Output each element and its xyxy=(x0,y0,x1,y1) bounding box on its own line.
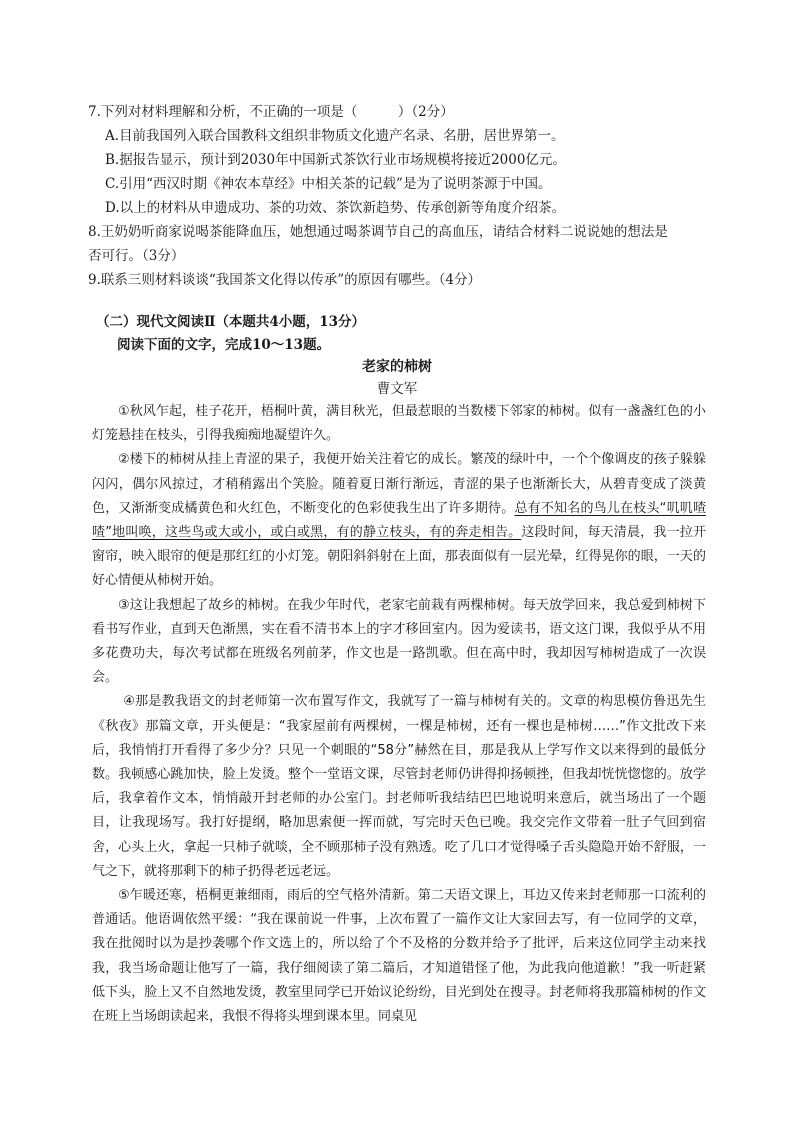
section-instruction: 阅读下面的文字，完成10～13题。 xyxy=(117,337,331,353)
question-7-stem: 7.下列对材料理解和分析，不正确的一项是（ ）（2分） xyxy=(88,104,454,120)
question-7-option-b: B.据报告显示，预计到2030年中国新式茶饮行业市场规模将接近2000亿元。 xyxy=(105,152,566,168)
paragraph-4 xyxy=(92,690,706,884)
paragraph-5 xyxy=(92,884,706,1029)
section-heading: （二）现代文阅读Ⅱ（本题共4小题，13分） xyxy=(96,314,366,330)
paragraph-1-text: ①秋风乍起，桂子花开，梧桐叶黄，满目秋光，但最惹眼的当数楼下邻家的柿树。似有一盏盏红色的小灯笼悬挂在枝头，引得我痴痴地凝望许久。 xyxy=(92,404,706,444)
article-body xyxy=(92,400,706,1029)
question-9: 9.联系三则材料谈谈“我国茶文化得以传承”的原因有哪些。（4分） xyxy=(88,272,482,288)
paragraph-5-text: ⑤乍暖还寒，梧桐更兼细雨，雨后的空气格外清新。第二天语文课上，耳边又传来封老师那一口流利的普通话。他语调依然平缓：“我在课前说一件事，上次布置了一篇作文让大家回去写，有一位同学的文章，我在批阅时以为是抄袭哪个作文选上的，所以给了个不及格的分数并给予了批评，后来这位同学主动来找我，我当场命题让他写了一篇，我仔细阅读了第二篇后，才知道错怪了他，为此我向他道歉！”我一听赶紧低下头，脸上又不自然地发烫，教室里同学已开始议论纷纷，目光到处在搜寻。封老师将我那篇柿树的作文在班上当场朗读起来，我恨不得将头埋到课本里。同桌见 xyxy=(92,888,706,1025)
paragraph-2-underlined-sentence: 总有不知名的鸟儿在枝头“叽叽喳喳”地叫唤，这些鸟或大或小，或白或黑，有的静立枝头，有的奔走相告。 xyxy=(92,500,706,541)
paragraph-1 xyxy=(92,400,706,448)
article-title: 老家的柿树 xyxy=(362,359,432,375)
paragraph-3-text: ③这让我想起了故乡的柿树。在我少年时代，老家宅前栽有两棵柿树。每天放学回来，我总爱到柿树下看书写作业，直到天色渐黑，实在看不清书本上的字才移回室内。因为爱读书，语文这门课，我似乎从不用多花费功夫，每次考试都在班级名列前茅，作文也是一路凯歌。但在高中时，我却因写柿树造成了一次误会。 xyxy=(92,597,706,686)
paragraph-2-text-tail: 这段时间，每天清晨，我一拉开窗帘，映入眼帘的便是那红红的小灯笼。朝阳斜斜射在上面，那表面似有一层光晕，红得晃你的眼，一天的好心情便从柿树开始。 xyxy=(92,525,706,589)
question-8-line-2: 否可行。（3分） xyxy=(88,248,185,264)
paragraph-2-text: ②楼下的柿树从挂上青涩的果子，我便开始关注着它的成长。繁茂的绿叶中，一个个像调皮的孩子躲躲闪闪，偶尔风掠过，才稍稍露出个笑脸。随着夏日渐行渐远，青涩的果子也渐渐长大，从碧青变成了淡黄色，又渐渐变成橘黄色和火红色，不断变化的色彩使我生出了许多期待。 xyxy=(92,452,706,516)
paragraph-3 xyxy=(92,594,706,691)
question-7-option-a: A.目前我国列入联合国教科文组织非物质文化遗产名录、名册，居世界第一。 xyxy=(105,128,565,144)
question-block xyxy=(88,100,728,292)
question-8-line-1: 8.王奶奶听商家说喝茶能降血压，她想通过喝茶调节自己的高血压，请结合材料二说说她的想法是 xyxy=(88,224,668,240)
paragraph-2 xyxy=(92,448,706,593)
article-author: 曹文军 xyxy=(376,381,418,397)
question-7-option-c: C.引用“西汉时期《神农本草经》中相关茶的记载”是为了说明茶源于中国。 xyxy=(105,176,552,192)
paragraph-4-text: ④那是教我语文的封老师第一次布置写作文，我就写了一篇与柿树有关的。文章的构思模仿鲁迅先生《秋夜》那篇文章，开头便是：“我家屋前有两棵树，一棵是柿树，还有一棵也是柿树……”作文批改下来后，我悄悄打开看得了多少分？只见一个刺眼的“58分”赫然在目，那是我从上学写作文以来得到的最低分数。我顿感心跳加快，脸上发烫。整个一堂语文课，尽管封老师仍讲得抑扬顿挫，但我却恍恍惚惚的。放学后，我拿着作文本，悄悄敲开封老师的办公室门。封老师听我结结巴巴地说明来意后，就当场出了一个题目，让我现场写。我打好提纲，略加思索便一挥而就，写完时天色已晚。我交完作文带着一肚子气回到宿舍，心头上火，拿起一只柿子就啖，全不顾那柿子没有熟透。吃了几口才觉得嗓子舌头隐隐开始不舒服，一气之下，就将那剩下的柿子扔得老远老远。 xyxy=(92,694,706,879)
question-7-option-d: D.以上的材料从申遗成功、茶的功效、茶饮新趋势、传承创新等角度介绍茶。 xyxy=(105,200,566,216)
